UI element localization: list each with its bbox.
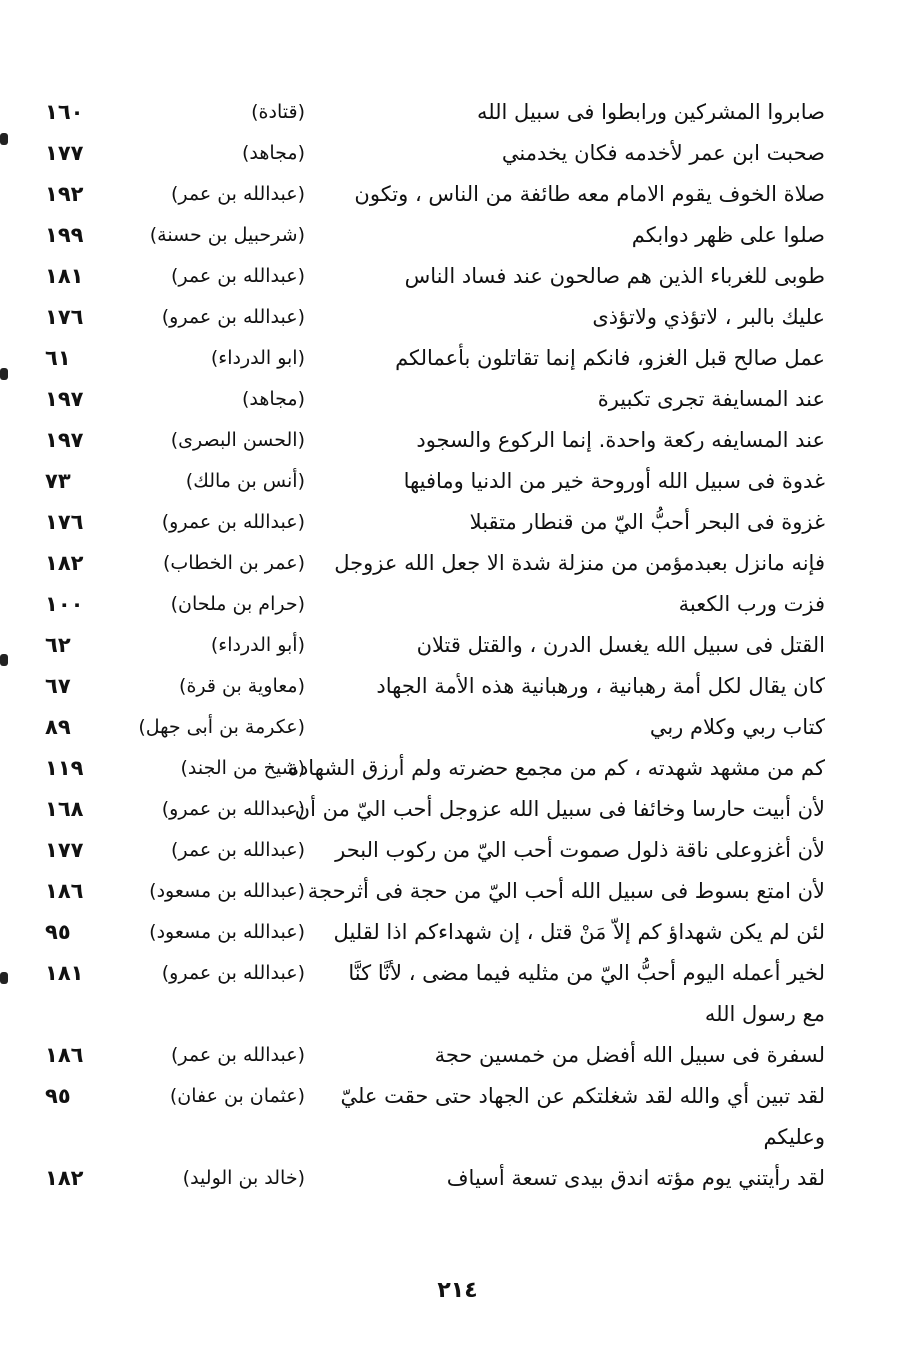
entry-text: لأن أغزوعلى ناقة ذلول صموت أحب اليّ من ركوب البحر	[335, 838, 825, 862]
entry-page-number: ٩٥	[45, 920, 71, 944]
entry-page-number: ١٨٢	[45, 551, 84, 575]
entry-text: لخير أعمله اليوم أحبُّ اليّ من مثليه فيما مضى ، لأنَّا كنَّا مع رسول الله	[348, 961, 825, 1026]
index-row	[45, 496, 825, 537]
entry-text: طوبى للغرباء الذين هم صالحون عند فساد الناس	[404, 264, 825, 288]
index-row	[45, 332, 825, 373]
edge-mark	[0, 133, 8, 145]
entry-narrator: (قتادة)	[251, 101, 305, 123]
entry-narrator: (عبدالله بن عمر)	[170, 1044, 305, 1066]
entry-page-number: ٦١	[45, 346, 71, 370]
entry-page-number: ١٦٠	[45, 100, 84, 124]
entry-narrator: (خالد بن الوليد)	[182, 1167, 305, 1189]
entry-page-number: ١٦٨	[45, 797, 84, 821]
entry-narrator: (عكرمة بن أبى جهل)	[138, 716, 305, 738]
entry-text: صابروا المشركين ورابطوا فى سبيل الله	[476, 100, 825, 124]
index-row	[45, 742, 825, 783]
index-row	[45, 414, 825, 455]
index-row	[45, 209, 825, 250]
entry-page-number: ٩٥	[45, 1084, 71, 1108]
entry-narrator: (عبدالله بن عمر)	[170, 265, 305, 287]
index-row	[45, 906, 825, 947]
index-row	[45, 168, 825, 209]
entry-text: صلوا على ظهر دوابكم	[631, 223, 825, 247]
index-row	[45, 783, 825, 824]
edge-mark	[0, 368, 8, 380]
entry-text: عليك بالبر ، لاتؤذي ولاتؤذى	[592, 305, 825, 329]
entry-text: لقد رأيتني يوم مؤته اندق بيدى تسعة أسياف	[446, 1166, 825, 1190]
entry-page-number: ١٨٦	[45, 1043, 84, 1067]
index-row	[45, 291, 825, 332]
entry-page-number: ١٧٦	[45, 305, 84, 329]
entry-text: كم من مشهد شهدته ، كم من مجمع حضرته ولم أرزق الشهادة	[287, 756, 825, 780]
entry-narrator: (عثمان بن عفان)	[169, 1085, 305, 1107]
entry-narrator: (مجاهد)	[241, 388, 305, 410]
entry-page-number: ١٩٧	[45, 387, 84, 411]
entry-narrator: (عبدالله بن عمر)	[170, 183, 305, 205]
entry-page-number: ١٧٦	[45, 510, 84, 534]
entry-page-number: ١٨٦	[45, 879, 84, 903]
entry-page-number: ١٨١	[45, 961, 84, 985]
index-row	[45, 947, 825, 1029]
edge-mark	[0, 972, 8, 984]
index-row	[45, 660, 825, 701]
entry-narrator: (عبدالله بن عمر)	[170, 839, 305, 861]
entry-page-number: ١١٩	[45, 756, 84, 780]
entry-text: لأن أبيت حارسا وخائفا فى سبيل الله عزوجل أحب اليّ من أن	[294, 797, 825, 821]
entry-text: عمل صالح قبل الغزو، فانكم إنما تقاتلون بأعمالكم	[395, 346, 825, 370]
entry-narrator: (عبدالله بن عمرو)	[161, 798, 305, 820]
index-entries	[45, 86, 825, 1193]
index-row	[45, 127, 825, 168]
entry-narrator: (عبدالله بن عمرو)	[161, 962, 305, 984]
entry-text: لأن امتع بسوط فى سبيل الله أحب اليّ من حجة فى أثرحجة	[307, 879, 825, 903]
entry-page-number: ١٠٠	[45, 592, 84, 616]
entry-narrator: (شيخ من الجند)	[180, 757, 305, 779]
entry-page-number: ٦٧	[45, 674, 71, 698]
entry-page-number: ٦٢	[45, 633, 71, 657]
entry-text: لئن لم يكن شهداؤ كم إلاّ مَنْ قتل ، إن شهداءكم اذا لقليل	[333, 920, 825, 944]
entry-text: غزوة فى البحر أحبُّ اليّ من قنطار متقبلا	[469, 510, 825, 534]
entry-narrator: (عبدالله بن مسعود)	[149, 921, 305, 943]
index-row	[45, 578, 825, 619]
index-row	[45, 824, 825, 865]
entry-text: كان يقال لكل أمة رهبانية ، ورهبانية هذه الأمة الجهاد	[376, 674, 825, 698]
entry-page-number: ٨٩	[45, 715, 71, 739]
entry-narrator: (عمر بن الخطاب)	[162, 552, 305, 574]
index-row	[45, 537, 825, 578]
entry-page-number: ١٧٧	[45, 141, 84, 165]
index-row	[45, 86, 825, 127]
entry-narrator: (ابو الدرداء)	[210, 347, 305, 369]
entry-text: كتاب ربي وكلام ربي	[649, 715, 825, 739]
entry-page-number: ١٧٧	[45, 838, 84, 862]
entry-text: لسفرة فى سبيل الله أفضل من خمسين حجة	[434, 1043, 825, 1067]
entry-text: غدوة فى سبيل الله أوروحة خير من الدنيا ومافيها	[403, 469, 825, 493]
entry-page-number: ١٨٢	[45, 1166, 84, 1190]
index-row	[45, 373, 825, 414]
index-row	[45, 250, 825, 291]
index-row	[45, 701, 825, 742]
entry-narrator: (عبدالله بن عمرو)	[161, 306, 305, 328]
entry-text: فإنه مانزل بعبدمؤمن من منزلة شدة الا جعل الله عزوجل	[334, 551, 825, 575]
entry-page-number: ١٩٢	[45, 182, 84, 206]
entry-page-number: ٧٣	[45, 469, 71, 493]
entry-text: عند المسايفة تجرى تكبيرة	[597, 387, 825, 411]
entry-narrator: (شرحبيل بن حسنة)	[149, 224, 305, 246]
entry-narrator: (أنس بن مالك)	[185, 470, 305, 492]
entry-narrator: (الحسن البصرى)	[170, 429, 305, 451]
entry-page-number: ١٩٧	[45, 428, 84, 452]
entry-page-number: ١٩٩	[45, 223, 84, 247]
index-row	[45, 1070, 825, 1152]
entry-text: صلاة الخوف يقوم الامام معه طائفة من الناس ، وتكون	[354, 182, 825, 206]
entry-text: لقد تبين أي والله لقد شغلتكم عن الجهاد حتى حقت عليّ وعليكم	[340, 1084, 825, 1149]
entry-narrator: (مجاهد)	[241, 142, 305, 164]
entry-narrator: (عبدالله بن مسعود)	[149, 880, 305, 902]
entry-text: القتل فى سبيل الله يغسل الدرن ، والقتل قتلان	[416, 633, 825, 657]
entry-narrator: (معاوية بن قرة)	[179, 675, 305, 697]
index-row	[45, 619, 825, 660]
edge-mark	[0, 654, 8, 666]
page-footer-number: ٢١٤	[437, 1278, 478, 1303]
entry-narrator: (حرام بن ملحان)	[170, 593, 305, 615]
entry-text: فزت ورب الكعبة	[678, 592, 825, 616]
index-row	[45, 1152, 825, 1193]
entry-narrator: (أبو الدرداء)	[210, 634, 305, 656]
index-row	[45, 455, 825, 496]
index-row	[45, 1029, 825, 1070]
entry-text: صحبت ابن عمر لأخدمه فكان يخدمني	[501, 141, 825, 165]
entry-text: عند المسايفه ركعة واحدة. إنما الركوع والسجود	[416, 428, 825, 452]
entry-narrator: (عبدالله بن عمرو)	[161, 511, 305, 533]
entry-page-number: ١٨١	[45, 264, 84, 288]
index-row	[45, 865, 825, 906]
